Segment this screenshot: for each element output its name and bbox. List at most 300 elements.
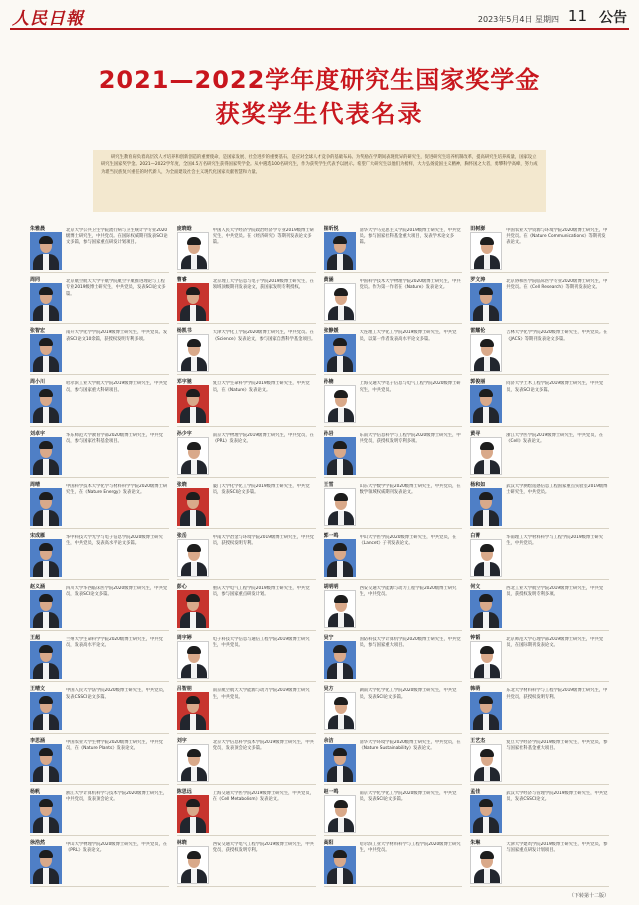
student-portrait bbox=[470, 488, 502, 526]
portrait-shirt bbox=[43, 868, 49, 884]
student-name: 郭一鸣 bbox=[323, 532, 339, 539]
portrait-hair bbox=[187, 851, 201, 859]
student-portrait bbox=[470, 283, 502, 321]
student-name: 赵一鸣 bbox=[323, 788, 339, 795]
portrait-shirt bbox=[43, 561, 49, 577]
portrait-hair bbox=[480, 237, 494, 245]
student-card bbox=[324, 225, 463, 273]
student-portrait bbox=[30, 385, 62, 423]
student-card bbox=[30, 737, 169, 785]
student-bio: 四川大学华西临床医学院2020级博士研究生，中共党员，发表SCI论文多篇。 bbox=[66, 586, 168, 598]
student-card bbox=[324, 430, 463, 478]
student-bio: 上海交通大学电子信息与电气工程学院2020级博士研究生，中共党员。 bbox=[359, 381, 461, 393]
portrait-hair bbox=[334, 493, 348, 501]
student-card bbox=[30, 685, 169, 733]
portrait-hair bbox=[480, 544, 494, 552]
student-portrait bbox=[470, 437, 502, 475]
portrait-shirt bbox=[190, 510, 196, 526]
student-name: 何文 bbox=[470, 584, 481, 591]
portrait-shirt bbox=[43, 766, 49, 782]
student-bio: 同济大学土木工程学院2019级博士研究生，中共党员，发表SCI论文多篇。 bbox=[506, 381, 604, 393]
portrait-hair bbox=[39, 748, 53, 756]
portrait-shirt bbox=[43, 510, 49, 526]
portrait-hair bbox=[39, 441, 53, 449]
portrait-shirt bbox=[483, 714, 489, 730]
student-name: 孙楠 bbox=[323, 379, 334, 386]
portrait-hair bbox=[39, 389, 53, 397]
student-bio: 清华大学马克思主义学院2019级博士研究生，中共党员。参与国家社科基金重大项目，发表学术论文多篇。 bbox=[359, 228, 461, 246]
student-card bbox=[324, 532, 463, 580]
portrait-hair bbox=[187, 749, 201, 757]
student-name: 林晓 bbox=[176, 839, 187, 846]
student-bio: 北京师范大学心理学部2019级博士研究生，中共党员，在国际期刊发表论文。 bbox=[506, 637, 604, 649]
portrait-hair bbox=[39, 543, 53, 551]
student-name: 徐浩然 bbox=[30, 839, 46, 846]
student-name: 韩萌 bbox=[470, 686, 481, 693]
student-card bbox=[177, 225, 316, 273]
student-card bbox=[30, 225, 169, 273]
portrait-hair bbox=[187, 339, 201, 347]
student-card bbox=[30, 788, 169, 836]
portrait-hair bbox=[333, 441, 347, 449]
student-portrait bbox=[177, 846, 209, 884]
student-card bbox=[177, 737, 316, 785]
portrait-shirt bbox=[337, 868, 343, 884]
newspaper-logo: 人民日報 bbox=[12, 9, 84, 29]
portrait-hair bbox=[479, 799, 493, 807]
portrait-hair bbox=[186, 799, 200, 807]
portrait-shirt bbox=[338, 818, 344, 833]
student-bio: 北京大学公共卫生学院流行病与卫生统计学专业2020级博士研究生，中共党员。在国际权威期刊发表SCI论文多篇，参与国家重点研发计划项目。 bbox=[66, 228, 168, 246]
student-bio: 中国农业大学资源与环境学院2020级博士研究生，中共党员。在《Nature Communications》等期刊发表论文。 bbox=[506, 228, 608, 246]
portrait-shirt bbox=[338, 715, 344, 730]
student-bio: 武汉大学测绘遥感信息工程国家重点实验室2019级博士研究生，中共党员。 bbox=[506, 483, 608, 495]
portrait-shirt bbox=[483, 817, 489, 833]
student-name: 吴方 bbox=[323, 686, 334, 693]
portrait-shirt bbox=[338, 408, 344, 423]
portrait-hair bbox=[479, 389, 493, 397]
student-portrait bbox=[177, 539, 209, 577]
portrait-shirt bbox=[484, 357, 490, 372]
portrait-shirt bbox=[337, 356, 343, 372]
student-card bbox=[324, 583, 463, 631]
student-bio: 哈尔滨工业大学材料科学与工程学院2020级博士研究生，中共党员。 bbox=[359, 841, 461, 854]
portrait-shirt bbox=[337, 561, 343, 577]
portrait-hair bbox=[187, 442, 201, 450]
student-card bbox=[470, 839, 609, 887]
student-bio: 上海交通大学医学院2019级博士研究生，中共党员，在《Cell Metabolism》发表论文。 bbox=[212, 790, 314, 802]
student-portrait bbox=[470, 795, 502, 833]
portrait-hair bbox=[39, 696, 53, 704]
student-bio: 华东师范大学教育学部2020级博士研究生，中共党员，参与国家社科基金项目。 bbox=[66, 432, 163, 444]
portrait-shirt bbox=[337, 663, 343, 679]
student-portrait bbox=[324, 437, 356, 475]
portrait-shirt bbox=[191, 869, 197, 884]
student-bio: 天津大学化工学院2020级博士研究生，中共党员。在《Science》发表论文，参与国家自然科学基金项目。 bbox=[212, 330, 316, 342]
portrait-hair bbox=[187, 646, 201, 654]
student-portrait bbox=[30, 437, 62, 475]
student-bio: 武汉大学经济与管理学院2019级博士研究生，中共党员，发表CSSCI论文。 bbox=[506, 790, 608, 802]
portrait-hair bbox=[186, 287, 200, 295]
masthead bbox=[10, 4, 629, 30]
student-name: 雷耀伦 bbox=[470, 328, 486, 335]
student-bio: 华中科技大学光学与电子信息学院2020级博士研究生，中共党员，发表高水平论文多篇。 bbox=[66, 534, 163, 547]
student-card bbox=[30, 276, 169, 324]
portrait-shirt bbox=[43, 817, 49, 833]
student-portrait bbox=[177, 283, 209, 321]
student-card bbox=[470, 634, 609, 682]
portrait-hair bbox=[186, 594, 200, 602]
student-portrait bbox=[177, 641, 209, 679]
student-name: 朱琳 bbox=[470, 839, 481, 846]
student-name: 张岳 bbox=[176, 532, 187, 539]
student-name: 刘卓宇 bbox=[30, 430, 46, 437]
portrait-shirt bbox=[190, 305, 196, 321]
student-bio: 浙江大学医学院2019级博士研究生，中共党员，在《Cell》发表论文。 bbox=[506, 432, 604, 444]
student-card bbox=[324, 276, 463, 324]
portrait-shirt bbox=[337, 254, 343, 270]
page-number: 11 bbox=[567, 7, 587, 25]
student-card bbox=[324, 481, 463, 529]
student-portrait bbox=[177, 488, 209, 526]
student-card bbox=[30, 481, 169, 529]
portrait-hair bbox=[480, 851, 494, 859]
student-portrait bbox=[177, 334, 209, 372]
student-bio: 中国科学技术大学化学与材料科学学院2020级博士研究生，在《Nature Energy》发表论文。 bbox=[66, 483, 168, 495]
student-portrait bbox=[30, 744, 62, 782]
student-portrait bbox=[470, 744, 502, 782]
student-card bbox=[30, 327, 169, 375]
student-bio: 山东大学数学学院2020级博士研究生，中共党员，在数学领域权威期刊发表论文。 bbox=[359, 483, 461, 495]
student-card bbox=[324, 327, 463, 375]
student-portrait bbox=[470, 641, 502, 679]
portrait-shirt bbox=[43, 459, 49, 475]
student-portrait bbox=[324, 692, 356, 730]
student-card bbox=[177, 532, 316, 580]
student-portrait bbox=[324, 488, 356, 526]
student-name: 王艺杰 bbox=[470, 737, 486, 744]
student-name: 朱雅晨 bbox=[30, 226, 46, 232]
student-bio: 南开大学化学学院2019级博士研究生，中共党员。发表SCI论文10余篇，获授权发明专利多项。 bbox=[66, 330, 168, 342]
student-portrait bbox=[324, 232, 356, 270]
portrait-hair bbox=[39, 492, 53, 500]
portrait-shirt bbox=[484, 869, 490, 884]
portrait-shirt bbox=[483, 305, 489, 321]
student-card bbox=[177, 583, 316, 631]
student-bio: 复旦大学生命科学学院2019级博士研究生，中共党员，在《Nature》发表论文。 bbox=[212, 381, 310, 393]
student-card bbox=[177, 327, 316, 375]
student-name: 钟韬 bbox=[470, 635, 481, 642]
student-bio: 兰州大学生命科学学院2020级博士研究生，中共党员，发表高水平论文。 bbox=[66, 637, 163, 649]
student-name: 杨帆 bbox=[30, 788, 41, 795]
student-name: 陈思远 bbox=[176, 788, 192, 795]
portrait-shirt bbox=[337, 459, 343, 475]
student-card bbox=[177, 788, 316, 836]
student-portrait bbox=[470, 232, 502, 270]
portrait-shirt bbox=[338, 613, 344, 628]
student-name: 彭心 bbox=[176, 584, 187, 591]
portrait-shirt bbox=[190, 714, 196, 730]
student-name: 胡明明 bbox=[323, 584, 339, 591]
student-name: 吕智朋 bbox=[176, 686, 192, 693]
page-title-line1: 2021—2022学年度研究生国家奖学金 bbox=[98, 66, 541, 94]
portrait-shirt bbox=[43, 714, 49, 730]
student-name: 张静媛 bbox=[323, 328, 339, 335]
student-portrait bbox=[324, 641, 356, 679]
student-card bbox=[470, 737, 609, 785]
student-card bbox=[30, 430, 169, 478]
student-bio: 重庆大学电气工程学院2019级博士研究生，中共党员，参与国家重点研发计划。 bbox=[212, 586, 310, 598]
portrait-hair bbox=[333, 543, 347, 551]
student-bio: 吉林大学化学学院2020级博士研究生，中共党员。在《JACS》等期刊发表论文多篇。 bbox=[506, 330, 608, 342]
portrait-shirt bbox=[337, 766, 343, 782]
portrait-shirt bbox=[43, 663, 49, 679]
student-card bbox=[177, 685, 316, 733]
student-name: 刘宇 bbox=[176, 737, 187, 744]
student-portrait bbox=[324, 795, 356, 833]
student-card bbox=[177, 481, 316, 529]
student-name: 王雪 bbox=[323, 481, 334, 488]
portrait-hair bbox=[334, 800, 348, 808]
student-portrait bbox=[470, 334, 502, 372]
student-bio: 北京航空航天大学宇航学院航空宇航推进理论与工程专业2019级博士研究生，中共党员，发表SCI论文多篇。 bbox=[66, 279, 166, 297]
portrait-hair bbox=[333, 850, 347, 858]
student-portrait bbox=[324, 744, 356, 782]
student-name: 庞晓晗 bbox=[176, 226, 192, 232]
student-card bbox=[30, 583, 169, 631]
portrait-hair bbox=[39, 338, 53, 346]
portrait-hair bbox=[187, 544, 201, 552]
portrait-hair bbox=[333, 236, 347, 244]
student-card bbox=[324, 634, 463, 682]
student-name: 张晓 bbox=[176, 481, 187, 488]
portrait-hair bbox=[480, 646, 494, 654]
page-title-line2: 获奖学生代表名录 bbox=[215, 100, 424, 128]
student-card bbox=[470, 276, 609, 324]
student-portrait bbox=[470, 385, 502, 423]
student-name: 黄寻 bbox=[470, 430, 481, 437]
dateline: 2023年5月4日 星期四 bbox=[477, 15, 559, 24]
portrait-shirt bbox=[483, 612, 489, 628]
student-portrait bbox=[470, 692, 502, 730]
student-card bbox=[470, 378, 609, 426]
student-card bbox=[177, 430, 316, 478]
portrait-hair bbox=[480, 442, 494, 450]
portrait-hair bbox=[333, 338, 347, 346]
student-portrait bbox=[30, 692, 62, 730]
portrait-shirt bbox=[43, 305, 49, 321]
student-bio: 西北工业大学航空学院2019级博士研究生，中共党员，获授权发明专利多项。 bbox=[506, 586, 604, 598]
student-card bbox=[30, 634, 169, 682]
student-portrait bbox=[30, 641, 62, 679]
student-portrait bbox=[470, 846, 502, 884]
student-portrait bbox=[324, 846, 356, 884]
portrait-shirt bbox=[190, 612, 196, 628]
student-card bbox=[470, 481, 609, 529]
student-card bbox=[470, 532, 609, 580]
student-portrait bbox=[324, 590, 356, 628]
student-name: 王晴文 bbox=[30, 686, 46, 693]
portrait-hair bbox=[334, 390, 348, 398]
portrait-shirt bbox=[483, 510, 489, 526]
student-name: 赵义涵 bbox=[30, 584, 46, 591]
portrait-shirt bbox=[191, 357, 197, 372]
student-bio: 中国人民大学法学院2020级博士研究生，中共党员，发表CSSCI论文多篇。 bbox=[66, 688, 168, 700]
student-portrait bbox=[177, 590, 209, 628]
portrait-hair bbox=[334, 288, 348, 296]
intro-paragraph: 研究生教育肩负着高层次人才培养和创新创造的重要使命，是国家发展、社会进步的重要基石，是应对全球人才竞争的基础布局。为奖励在学期间表现优异的研究生，促进研究生培养机制改革，提高研究生培养质量，国家设立研究生国家奖学金。2021—2022学年度，全国4.5万名研究生获得国家奖学金。从中遴选100名研究生，作为获奖学生代表予以展示。希望广大研究生以他们为榜样，大力弘扬爱国主义精神，胸怀国之大者，勇攀科学高峰，努力成为堪当民族复兴重任的时代新人，为全面建设社会主义现代化国家贡献智慧和力量。 bbox=[93, 150, 546, 212]
student-bio: 浙江大学计算机科学与技术学院2020级博士研究生，中共党员，发表顶会论文。 bbox=[66, 790, 168, 802]
portrait-shirt bbox=[43, 407, 49, 423]
student-bio: 北京理工大学信息与电子学院2019级博士研究生，在领域顶级期刊发表论文，获国家发明专利授权。 bbox=[212, 279, 314, 291]
student-card bbox=[470, 788, 609, 836]
section-label: 公告 bbox=[599, 10, 627, 26]
student-name: 杨和如 bbox=[470, 481, 486, 488]
student-bio: 南京航空航天大学能源与动力学院2019级博士研究生，中共党员。 bbox=[212, 688, 310, 700]
student-bio: 华南理工大学材料科学与工程学院2019级博士研究生，中共党员。 bbox=[506, 534, 604, 547]
portrait-hair bbox=[39, 287, 53, 295]
student-portrait bbox=[30, 539, 62, 577]
student-card bbox=[30, 378, 169, 426]
portrait-hair bbox=[480, 339, 494, 347]
student-portrait bbox=[470, 590, 502, 628]
student-bio: 北京协和医学院临床医学专业2020级博士研究生，中共党员。在《Cell Research》等期刊发表论文。 bbox=[506, 279, 608, 291]
student-name: 余洁 bbox=[323, 737, 334, 744]
student-name: 邓宇驰 bbox=[176, 379, 192, 386]
student-name: 李思涵 bbox=[30, 737, 46, 744]
portrait-shirt bbox=[191, 460, 197, 475]
portrait-shirt bbox=[43, 356, 49, 372]
portrait-shirt bbox=[484, 664, 490, 679]
portrait-hair bbox=[479, 696, 493, 704]
student-card bbox=[324, 378, 463, 426]
student-bio: 国防科技大学计算机学院2020级博士研究生，中共党员，参与国家重大项目。 bbox=[359, 637, 461, 649]
student-name: 王超 bbox=[30, 635, 41, 642]
portrait-shirt bbox=[190, 407, 196, 423]
student-bio: 中国农业大学生物学院2020级博士研究生，中共党员，在《Nature Plants》发表论文。 bbox=[66, 739, 163, 751]
student-bio: 中山大学医学院2020级博士研究生，中共党员，在《Lancet》子刊发表论文。 bbox=[359, 534, 457, 547]
student-portrait bbox=[30, 488, 62, 526]
student-portrait bbox=[324, 385, 356, 423]
student-card bbox=[324, 685, 463, 733]
student-portrait bbox=[177, 744, 209, 782]
portrait-hair bbox=[479, 594, 493, 602]
portrait-hair bbox=[333, 645, 347, 653]
student-name: 吴宁 bbox=[323, 635, 334, 642]
student-portrait bbox=[324, 283, 356, 321]
student-bio: 湖南大学化学化工学院2020级博士研究生，中共党员，发表SCI论文多篇。 bbox=[359, 688, 457, 700]
portrait-hair bbox=[334, 595, 348, 603]
student-bio: 东南大学信息科学与工程学院2020级博士研究生，中共党员，获授权发明专利多项。 bbox=[359, 432, 461, 444]
student-bio: 复旦大学经济学院2019级博士研究生，中共党员，参与国家社科基金重大项目。 bbox=[506, 739, 608, 751]
student-name: 周同 bbox=[30, 277, 41, 284]
student-portrait bbox=[30, 795, 62, 833]
student-name: 孙少宇 bbox=[176, 430, 192, 437]
portrait-shirt bbox=[484, 460, 490, 475]
student-name: 白菁 bbox=[470, 532, 481, 539]
student-card bbox=[177, 276, 316, 324]
student-bio: 中南大学冶金与环境学院2019级博士研究生，中共党员，获授权发明专利。 bbox=[212, 534, 314, 547]
student-card bbox=[324, 839, 463, 887]
student-portrait bbox=[177, 692, 209, 730]
student-card bbox=[177, 634, 316, 682]
student-bio: 东北大学材料科学与工程学院2019级博士研究生，中共党员，获授权发明专利。 bbox=[506, 688, 608, 700]
student-card bbox=[177, 378, 316, 426]
student-bio: 厦门大学化学化工学院2019级博士研究生，中共党员，发表SCI论文多篇。 bbox=[212, 483, 310, 495]
student-portrait bbox=[324, 334, 356, 372]
student-bio: 北京大学信息科学技术学院2019级博士研究生，中共党员，发表顶会论文多篇。 bbox=[212, 739, 314, 751]
portrait-hair bbox=[39, 799, 53, 807]
student-card bbox=[324, 788, 463, 836]
portrait-hair bbox=[479, 287, 493, 295]
student-bio: 哈尔滨工业大学航天学院2019级博士研究生，中共党员，参与国家重大科研项目。 bbox=[66, 381, 168, 393]
student-portrait bbox=[177, 232, 209, 270]
portrait-hair bbox=[333, 748, 347, 756]
portrait-hair bbox=[479, 492, 493, 500]
student-portrait bbox=[30, 334, 62, 372]
portrait-shirt bbox=[484, 767, 490, 782]
student-name: 高阳 bbox=[323, 839, 334, 846]
student-bio: 清华大学环境学院2020级博士研究生，中共党员，在《Nature Sustainability》发表论文。 bbox=[359, 739, 461, 751]
portrait-hair bbox=[186, 389, 200, 397]
student-card bbox=[324, 737, 463, 785]
portrait-shirt bbox=[191, 255, 197, 270]
student-portrait bbox=[324, 539, 356, 577]
continuation-note: （下转第十二版） bbox=[568, 893, 609, 899]
student-bio: 天津大学建筑学院2019级博士研究生，中共党员，参与国家重点研发计划项目。 bbox=[506, 841, 608, 854]
portrait-hair bbox=[334, 697, 348, 705]
student-portrait bbox=[470, 539, 502, 577]
student-bio: 中国科学技术大学物理学院2020级博士研究生，中共党员。作为第一作者在《Nature》发表论文。 bbox=[359, 279, 461, 291]
student-bio: 大连理工大学化工学院2019级博士研究生，中共党员，以第一作者发表高水平论文多篇。 bbox=[359, 330, 457, 342]
student-name: 周宇婷 bbox=[176, 635, 192, 642]
portrait-hair bbox=[187, 237, 201, 245]
student-card bbox=[30, 532, 169, 580]
student-portrait bbox=[177, 385, 209, 423]
student-bio: 南京大学物理学院2019级博士研究生，中共党员，在《PRL》发表论文。 bbox=[212, 432, 314, 444]
student-name: 罗文涛 bbox=[470, 277, 486, 284]
student-bio: 南京大学化学化工学院2020级博士研究生，中共党员，发表SCI论文多篇。 bbox=[359, 790, 457, 802]
portrait-shirt bbox=[191, 664, 197, 679]
student-name: 郭俊丽 bbox=[470, 379, 486, 386]
student-card bbox=[470, 225, 609, 273]
portrait-shirt bbox=[484, 255, 490, 270]
student-card bbox=[470, 430, 609, 478]
student-card bbox=[470, 583, 609, 631]
student-bio: 西安交通大学能源与动力工程学院2020级博士研究生，中共党员。 bbox=[359, 586, 457, 598]
student-name: 孟佳 bbox=[470, 788, 481, 795]
student-portrait bbox=[30, 232, 62, 270]
student-bio: 电子科技大学信息与通信工程学院2019级博士研究生，中共党员。 bbox=[212, 637, 310, 649]
student-portrait bbox=[30, 283, 62, 321]
student-card bbox=[30, 839, 169, 887]
portrait-hair bbox=[39, 645, 53, 653]
student-name: 黄涵 bbox=[323, 277, 334, 284]
student-bio: 西安交通大学电气工程学院2019级博士研究生，中共党员，获授权发明专利。 bbox=[212, 841, 314, 854]
student-grid bbox=[30, 225, 609, 887]
student-portrait bbox=[177, 437, 209, 475]
student-name: 周小川 bbox=[30, 379, 46, 386]
student-name: 宋成雁 bbox=[30, 532, 46, 539]
portrait-hair bbox=[480, 749, 494, 757]
student-name: 曹睿 bbox=[176, 277, 187, 284]
portrait-shirt bbox=[338, 306, 344, 321]
student-name: 田树澎 bbox=[470, 226, 486, 232]
student-name: 张智宏 bbox=[30, 328, 46, 335]
student-card bbox=[470, 327, 609, 375]
portrait-hair bbox=[186, 696, 200, 704]
student-card bbox=[177, 839, 316, 887]
